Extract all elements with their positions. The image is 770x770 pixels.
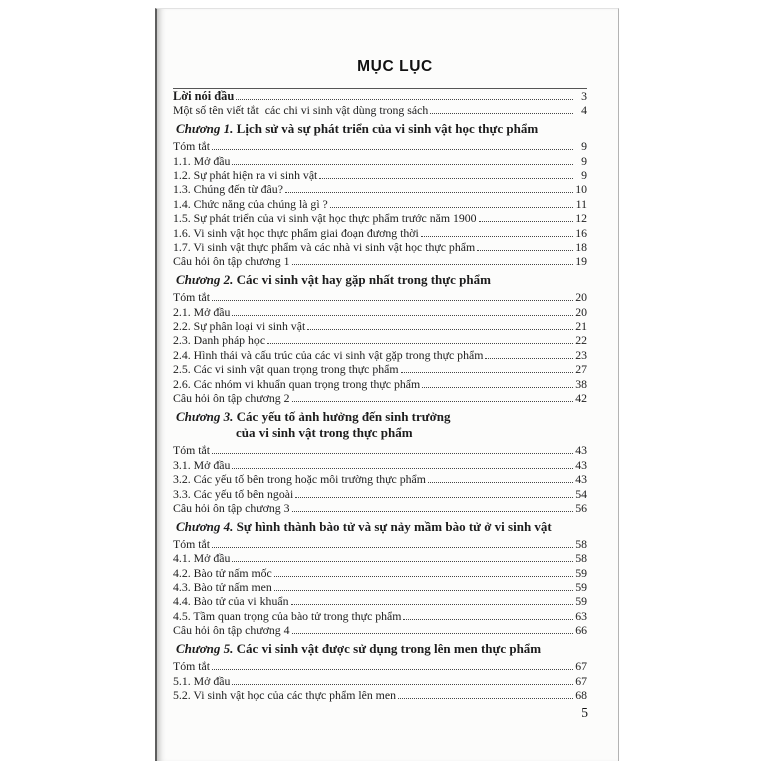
dotted-leader xyxy=(212,453,573,454)
entry-page-number: 58 xyxy=(575,551,587,566)
dotted-leader xyxy=(403,619,573,620)
toc-entry xyxy=(173,362,587,376)
entry-page-number: 43 xyxy=(575,472,587,487)
dotted-leader xyxy=(292,511,574,512)
entry-label: Câu hỏi ôn tập chương 2 xyxy=(173,391,290,406)
entry-label: Tóm tắt xyxy=(173,290,211,305)
entry-label: 1.7. Vi sinh vật thực phẩm và các nhà vi sinh vật học thực phẩm xyxy=(173,240,476,255)
chapter-heading-line xyxy=(176,425,587,442)
entry-label: 4.2. Bào tử nấm mốc xyxy=(173,565,272,580)
toc-entry xyxy=(173,240,587,254)
toc-entry xyxy=(173,290,587,304)
entry-page-number: 59 xyxy=(575,565,587,580)
toc-entry xyxy=(173,391,587,405)
chapter-title: Các yếu tố ảnh hưởng đến sinh trưởng xyxy=(236,408,451,424)
toc-entry-preface xyxy=(173,89,587,103)
dotted-leader xyxy=(274,590,573,591)
entry-label: 3.1. Mở đầu xyxy=(173,457,231,472)
toc-entry xyxy=(173,211,587,225)
entry-page-number: 67 xyxy=(575,659,587,674)
entry-label: Câu hỏi ôn tập chương 3 xyxy=(173,500,290,515)
entry-label: Một số tên viết tắt các chi vi sinh vật dùng trong sách xyxy=(173,103,429,118)
entry-page-number: 9 xyxy=(581,139,587,154)
dotted-leader xyxy=(479,221,573,222)
entry-label: 2.2. Sự phân loại vi sinh vật xyxy=(173,319,306,334)
entry-page-number: 3 xyxy=(581,89,587,103)
entry-label: 1.2. Sự phát hiện ra vi sinh vật xyxy=(173,168,318,183)
toc-entry xyxy=(173,305,587,319)
dotted-leader xyxy=(307,329,573,330)
dotted-leader xyxy=(212,300,573,301)
chapter-number: Chương 1. xyxy=(176,121,234,137)
toc-entry xyxy=(173,348,587,362)
dotted-leader xyxy=(422,387,573,388)
chapter-number: Chương 5. xyxy=(176,641,234,657)
entry-label: 2.4. Hình thái và cấu trúc của các vi sinh vật gặp trong thực phẩm xyxy=(173,347,484,362)
chapter-heading-line xyxy=(176,272,587,289)
chapter-heading xyxy=(173,641,587,658)
entry-page-number: 42 xyxy=(575,391,587,406)
entry-label: 3.3. Các yếu tố bên ngoài xyxy=(173,486,294,501)
toc-entry xyxy=(173,182,587,196)
table-of-contents xyxy=(173,88,587,702)
dotted-leader xyxy=(319,178,573,179)
entry-page-number: 59 xyxy=(575,580,587,595)
entry-label: Tóm tắt xyxy=(173,443,211,458)
chapter-number: Chương 4. xyxy=(176,518,234,534)
chapter-heading xyxy=(173,519,587,536)
dotted-leader xyxy=(232,315,573,316)
entry-page-number: 56 xyxy=(575,500,587,515)
chapter-heading-line xyxy=(176,409,587,426)
dotted-leader xyxy=(274,576,573,577)
toc-entry xyxy=(173,472,587,486)
chapter-heading xyxy=(173,409,587,442)
dotted-leader xyxy=(285,192,573,193)
entry-page-number: 20 xyxy=(575,304,587,319)
entry-page-number: 66 xyxy=(575,623,587,638)
toc-entry xyxy=(173,580,587,594)
chapter-heading-line xyxy=(176,641,587,658)
dotted-leader xyxy=(212,669,573,670)
entry-page-number: 19 xyxy=(575,254,587,269)
entry-label: 2.3. Danh pháp học xyxy=(173,333,266,348)
dotted-leader xyxy=(292,633,574,634)
entry-page-number: 16 xyxy=(575,225,587,240)
toc-entry xyxy=(173,139,587,153)
dotted-leader xyxy=(267,343,573,344)
entry-label: 2.1. Mở đầu xyxy=(173,304,231,319)
toc-chapter xyxy=(173,519,587,638)
chapter-title: của vi sinh vật trong thực phẩm xyxy=(236,425,413,441)
entry-page-number: 21 xyxy=(575,319,587,334)
toc-entry xyxy=(173,566,587,580)
page-title: MỤC LỤC xyxy=(357,58,433,75)
toc-entry xyxy=(173,623,587,637)
toc-entry xyxy=(173,377,587,391)
entry-page-number: 22 xyxy=(575,333,587,348)
toc-entry xyxy=(173,659,587,673)
entry-page-number: 38 xyxy=(575,376,587,391)
entry-label: 1.6. Vi sinh vật học thực phẩm giai đoạn đương thời xyxy=(173,225,419,240)
toc-entry xyxy=(173,594,587,608)
entry-label: 3.2. Các yếu tố bên trong hoặc môi trường thực phẩm xyxy=(173,472,426,487)
toc-entry xyxy=(173,609,587,623)
toc-entry xyxy=(173,333,587,347)
dotted-leader xyxy=(292,264,574,265)
dotted-leader xyxy=(232,684,573,685)
chapter-heading xyxy=(173,121,587,138)
dotted-leader xyxy=(421,236,573,237)
toc-entry xyxy=(173,501,587,515)
entry-label: Tóm tắt xyxy=(173,659,211,674)
toc-chapter xyxy=(173,409,587,515)
chapter-title: Lịch sử và sự phát triển của vi sinh vật học thực phẩm xyxy=(236,121,539,137)
toc-entry xyxy=(173,154,587,168)
entry-label: Câu hỏi ôn tập chương 4 xyxy=(173,623,290,638)
entry-page-number: 43 xyxy=(575,443,587,458)
toc-chapter xyxy=(173,121,587,269)
entry-page-number: 54 xyxy=(575,486,587,501)
entry-label: Tóm tắt xyxy=(173,536,211,551)
toc-entry xyxy=(173,168,587,182)
dotted-leader xyxy=(428,482,573,483)
toc-entry xyxy=(173,319,587,333)
dotted-leader xyxy=(236,99,573,100)
chapter-heading-line xyxy=(176,121,587,138)
entry-page-number: 43 xyxy=(575,457,587,472)
entry-page-number: 67 xyxy=(575,673,587,688)
chapter-number: Chương 2. xyxy=(176,272,234,288)
entry-page-number: 11 xyxy=(575,196,587,211)
entry-label: 1.3. Chúng đến từ đâu? xyxy=(173,182,283,197)
entry-page-number: 10 xyxy=(575,182,587,197)
toc-entry xyxy=(173,688,587,702)
dotted-leader xyxy=(232,164,573,165)
toc-chapter xyxy=(173,272,587,405)
entry-label: Tóm tắt xyxy=(173,139,211,154)
entry-page-number: 20 xyxy=(575,290,587,305)
entry-label: 5.2. Vi sinh vật học của các thực phẩm lên men xyxy=(173,687,396,702)
dotted-leader xyxy=(292,401,574,402)
entry-label: Câu hỏi ôn tập chương 1 xyxy=(173,254,290,269)
entry-label: 2.5. Các vi sinh vật quan trọng trong thực phẩm xyxy=(173,362,399,377)
dotted-leader xyxy=(330,207,573,208)
entry-label: 1.5. Sự phát triển của vi sinh vật học thực phẩm trước năm 1900 xyxy=(173,211,477,226)
entry-label: 4.5. Tầm quan trọng của bào tử trong thực phẩm xyxy=(173,608,402,623)
entry-page-number: 12 xyxy=(575,211,587,226)
dotted-leader xyxy=(232,561,573,562)
entry-label: 4.1. Mở đầu xyxy=(173,551,231,566)
dotted-leader xyxy=(232,468,573,469)
entry-page-number: 58 xyxy=(575,536,587,551)
entry-page-number: 4 xyxy=(581,103,587,118)
toc-entry xyxy=(173,254,587,268)
entry-label: 5.1. Mở đầu xyxy=(173,673,231,688)
dotted-leader xyxy=(401,372,573,373)
entry-page-number: 23 xyxy=(575,347,587,362)
toc-entry xyxy=(173,674,587,688)
dotted-leader xyxy=(291,604,574,605)
front-matter xyxy=(173,89,587,118)
chapter-title: Sự hình thành bào tử và sự nảy mầm bào tử ở vi sinh vật xyxy=(236,518,552,534)
entry-page-number: 68 xyxy=(575,687,587,702)
dotted-leader xyxy=(398,698,573,699)
entry-page-number: 27 xyxy=(575,362,587,377)
dotted-leader xyxy=(212,149,573,150)
chapter-heading xyxy=(173,272,587,289)
entry-page-number: 59 xyxy=(575,594,587,609)
toc-entry xyxy=(173,551,587,565)
entry-page-number: 63 xyxy=(575,608,587,623)
entry-label: Lời nói đầu xyxy=(173,89,235,103)
entry-label: 2.6. Các nhóm vi khuẩn quan trọng trong thực phẩm xyxy=(173,376,421,391)
entry-page-number: 18 xyxy=(575,240,587,255)
chapter-number: Chương 3. xyxy=(176,408,234,424)
toc-entry-abbreviations xyxy=(173,103,587,117)
dotted-leader xyxy=(485,358,573,359)
entry-label: 1.1. Mở đầu xyxy=(173,153,231,168)
toc-entry xyxy=(173,197,587,211)
dotted-leader xyxy=(477,250,573,251)
entry-label: 4.3. Bào tử nấm men xyxy=(173,580,272,595)
entry-label: 4.4. Bào tử của vi khuẩn xyxy=(173,594,289,609)
toc-entry xyxy=(173,226,587,240)
chapter-title: Các vi sinh vật được sử dụng trong lên men thực phẩm xyxy=(236,641,542,657)
dotted-leader xyxy=(212,547,573,548)
entry-page-number: 9 xyxy=(581,168,587,183)
page-number: 5 xyxy=(581,705,588,720)
dotted-leader xyxy=(430,113,573,114)
toc-entry xyxy=(173,443,587,457)
entry-label: 1.4. Chức năng của chúng là gì ? xyxy=(173,196,328,211)
toc-entry xyxy=(173,487,587,501)
chapter-title: Các vi sinh vật hay gặp nhất trong thực phẩm xyxy=(236,272,491,288)
entry-page-number: 9 xyxy=(581,153,587,168)
toc-chapter xyxy=(173,641,587,702)
toc-entry xyxy=(173,458,587,472)
chapter-heading-line xyxy=(176,519,587,536)
toc-entry xyxy=(173,537,587,551)
dotted-leader xyxy=(295,497,573,498)
